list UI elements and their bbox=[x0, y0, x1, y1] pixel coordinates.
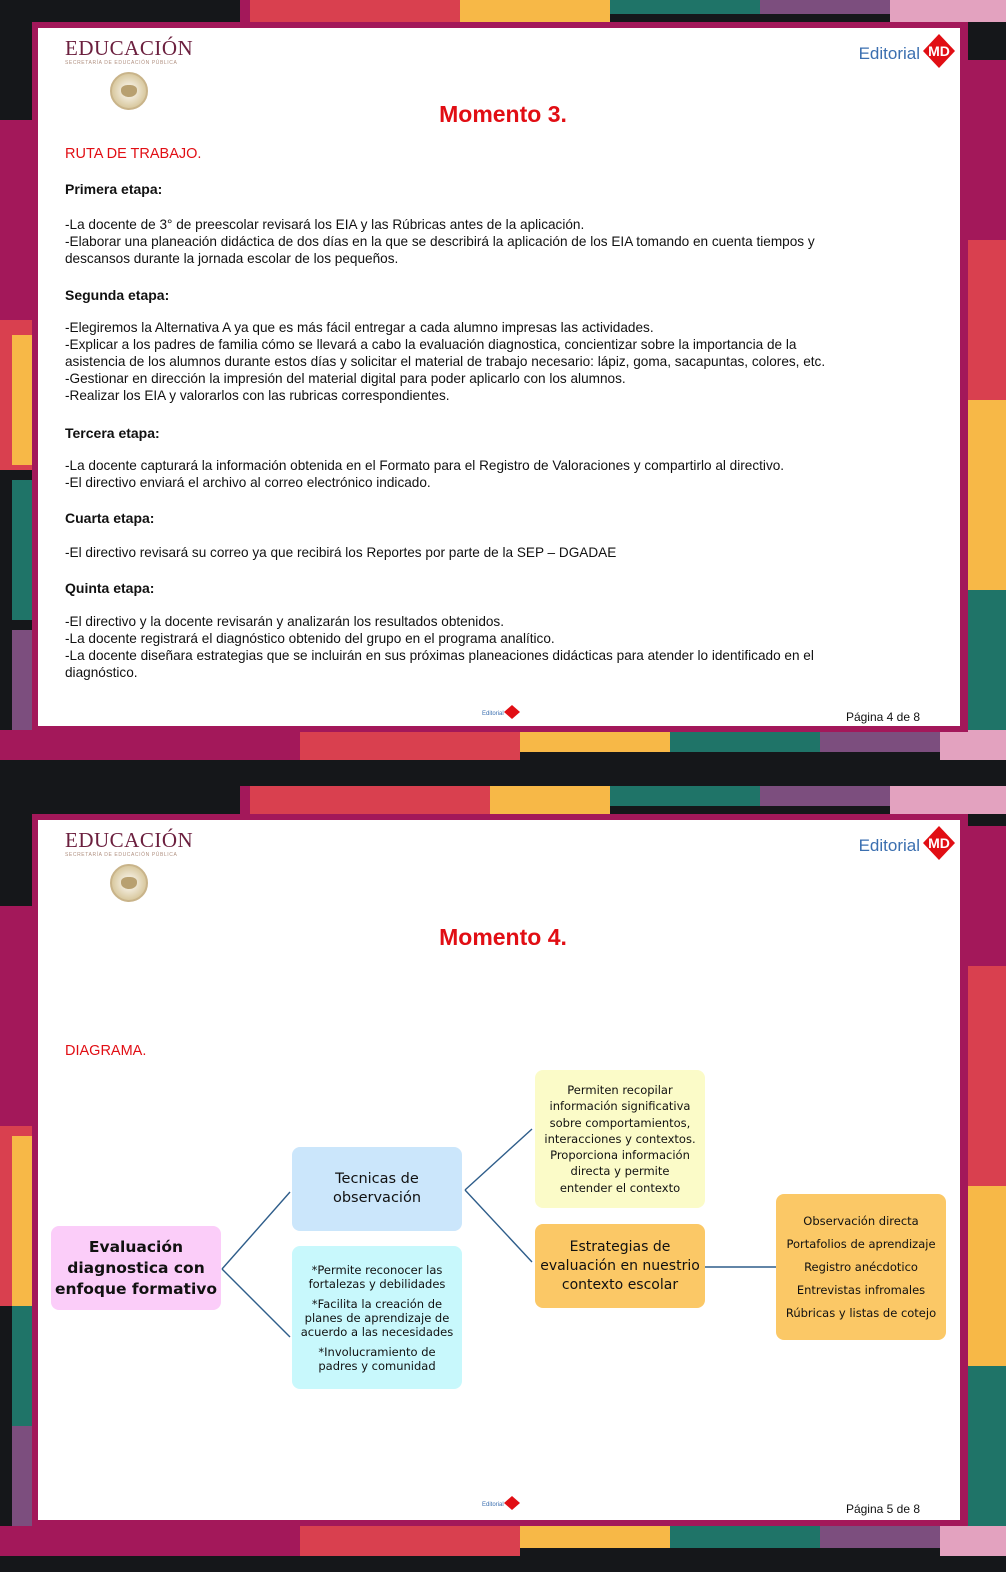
connector-line bbox=[222, 1192, 290, 1269]
decor-strip bbox=[670, 730, 820, 752]
stage-text-line: -La docente de 3° de preescolar revisará los EIA y las Rúbricas antes de la aplicación. bbox=[65, 217, 585, 232]
decor-strip bbox=[966, 60, 1006, 240]
stage-heading: Quinta etapa: bbox=[65, 580, 155, 596]
stage-text-line: -Elegiremos la Alternativa A ya que es más fácil entregar a cada alumno impresas las actividades. bbox=[65, 320, 654, 335]
decor-strip bbox=[966, 590, 1006, 730]
stage-text-line: -La docente registrará el diagnóstico obtenido del grupo en el programa analítico. bbox=[65, 631, 555, 646]
estrategias-box-text: Estrategias de evaluación en nuestrio contexto escolar bbox=[540, 1238, 700, 1293]
stage-text-line: -Explicar a los padres de familia cómo se llevará a cabo la evaluación diagnostica, concientizar sobre la importancia de la bbox=[65, 337, 797, 352]
decor-strip bbox=[300, 730, 520, 760]
stage-heading: Cuarta etapa: bbox=[65, 510, 155, 526]
document-page-5 bbox=[0, 786, 1006, 1572]
method-item: Registro anécdotico bbox=[804, 1259, 918, 1274]
md-logo-icon bbox=[922, 33, 956, 69]
method-item: Portafolios de aprendizaje bbox=[786, 1236, 936, 1251]
stage-heading: Segunda etapa: bbox=[65, 287, 170, 303]
connector-line bbox=[465, 1190, 532, 1262]
decor-strip bbox=[12, 480, 32, 620]
stage-text-line: -Gestionar en dirección la impresión del material digital para poder aplicarlo con los alumnos. bbox=[65, 371, 626, 386]
connector-line bbox=[222, 1269, 290, 1337]
method-item: Observación directa bbox=[803, 1213, 919, 1228]
decor-strip bbox=[0, 120, 32, 320]
diagram-connectors bbox=[0, 786, 1006, 1572]
section-heading: RUTA DE TRABAJO. bbox=[65, 146, 202, 162]
decor-strip bbox=[0, 730, 300, 760]
page-title: Momento 3. bbox=[439, 101, 567, 127]
stage-text-line: -Realizar los EIA y valorarlos con las rubricas correspondientes. bbox=[65, 388, 450, 403]
stage-text-line: descansos durante la jornada escolar de los pequeños. bbox=[65, 251, 399, 266]
connector-line bbox=[465, 1129, 532, 1190]
decor-strip bbox=[520, 730, 670, 752]
decor-strip bbox=[12, 630, 32, 740]
benefit-item: *Permite reconocer las fortalezas y debilidades bbox=[308, 1262, 446, 1291]
page-number: Página 5 de 8 bbox=[845, 1502, 920, 1516]
decor-strip bbox=[966, 400, 1006, 590]
md-footer-icon bbox=[503, 1496, 521, 1510]
benefits-box bbox=[292, 1246, 462, 1389]
svg-text:MD: MD bbox=[928, 43, 950, 59]
decor-strip bbox=[12, 335, 32, 465]
decor-strip bbox=[820, 730, 940, 752]
info-box-text: Permiten recopilar información significativa sobre comportamientos, interacciones y contextos. Proporciona información directa y permite entender el contexto bbox=[544, 1082, 696, 1195]
stage-text-line: -El directivo enviará el archivo al correo electrónico indicado. bbox=[65, 475, 431, 490]
stage-heading: Primera etapa: bbox=[65, 181, 163, 197]
educacion-subtitle: SECRETARÍA DE EDUCACIÓN PÚBLICA bbox=[65, 60, 178, 66]
estrategias-box bbox=[535, 1224, 705, 1308]
educacion-logo: EDUCACIÓN bbox=[65, 828, 194, 852]
footer-brand: Editorial bbox=[482, 711, 504, 717]
method-item: Rúbricas y listas de cotejo bbox=[785, 1305, 937, 1320]
decor-strip bbox=[240, 0, 250, 24]
decor-strip bbox=[460, 0, 610, 24]
stage-heading: Tercera etapa: bbox=[65, 425, 160, 441]
footer-brand: Editorial bbox=[482, 1502, 504, 1508]
educacion-subtitle: SECRETARÍA DE EDUCACIÓN PÚBLICA bbox=[65, 852, 178, 858]
decor-strip bbox=[940, 730, 1006, 760]
benefit-item: *Facilita la creación de planes de aprendizaje de acuerdo a las necesidades bbox=[300, 1296, 454, 1339]
document-page-4 bbox=[0, 0, 1006, 760]
benefit-item: *Involucramiento de padres y comunidad bbox=[318, 1344, 436, 1373]
editorial-text: Editorial bbox=[858, 44, 920, 63]
decor-strip bbox=[890, 0, 1006, 22]
educacion-logo: EDUCACIÓN bbox=[65, 36, 194, 60]
section-heading: DIAGRAMA. bbox=[65, 1043, 147, 1059]
decor-strip bbox=[610, 0, 760, 14]
md-footer-icon bbox=[503, 705, 521, 719]
stage-text-line: -El directivo revisará su correo ya que recibirá los Reportes por parte de la SEP – DGADAE bbox=[65, 545, 617, 560]
page-title: Momento 4. bbox=[439, 924, 567, 950]
decor-strip bbox=[966, 240, 1006, 400]
svg-text:MD: MD bbox=[928, 835, 950, 851]
method-item: Entrevistas infromales bbox=[796, 1282, 926, 1297]
root-box bbox=[51, 1226, 221, 1310]
methods-box bbox=[776, 1194, 946, 1340]
decor-strip bbox=[760, 0, 890, 14]
stage-text-line: -La docente diseñara estrategias que se incluirán en sus próximas planeaciones didácticas para atender lo identificado en el bbox=[65, 648, 814, 663]
stage-text-line: diagnóstico. bbox=[65, 665, 138, 680]
stage-text-line: -Elaborar una planeación didáctica de dos días en la que se describirá la aplicación de los EIA tomando en cuenta tiempos y bbox=[65, 234, 815, 249]
info-box bbox=[535, 1070, 705, 1208]
editorial-text: Editorial bbox=[858, 836, 920, 855]
tecnicas-box bbox=[292, 1147, 462, 1231]
root-box-text: Evaluación diagnostica con enfoque formativo bbox=[54, 1237, 218, 1298]
page-number: Página 4 de 8 bbox=[845, 710, 920, 724]
stage-text-line: -La docente capturará la información obtenida en el Formato para el Registro de Valoraciones y compartirlo al directivo. bbox=[65, 458, 785, 473]
decor-strip bbox=[250, 0, 460, 22]
tecnicas-box-text: Tecnicas de observación bbox=[332, 1171, 422, 1206]
stage-text-line: -El directivo y la docente revisarán y analizarán los resultados obtenidos. bbox=[65, 614, 505, 629]
stage-text-line: asistencia de los alumnos durante estos días y solicitar el material de trabajo necesario: lápiz, goma, sacapuntas, colores, etc. bbox=[65, 354, 826, 369]
